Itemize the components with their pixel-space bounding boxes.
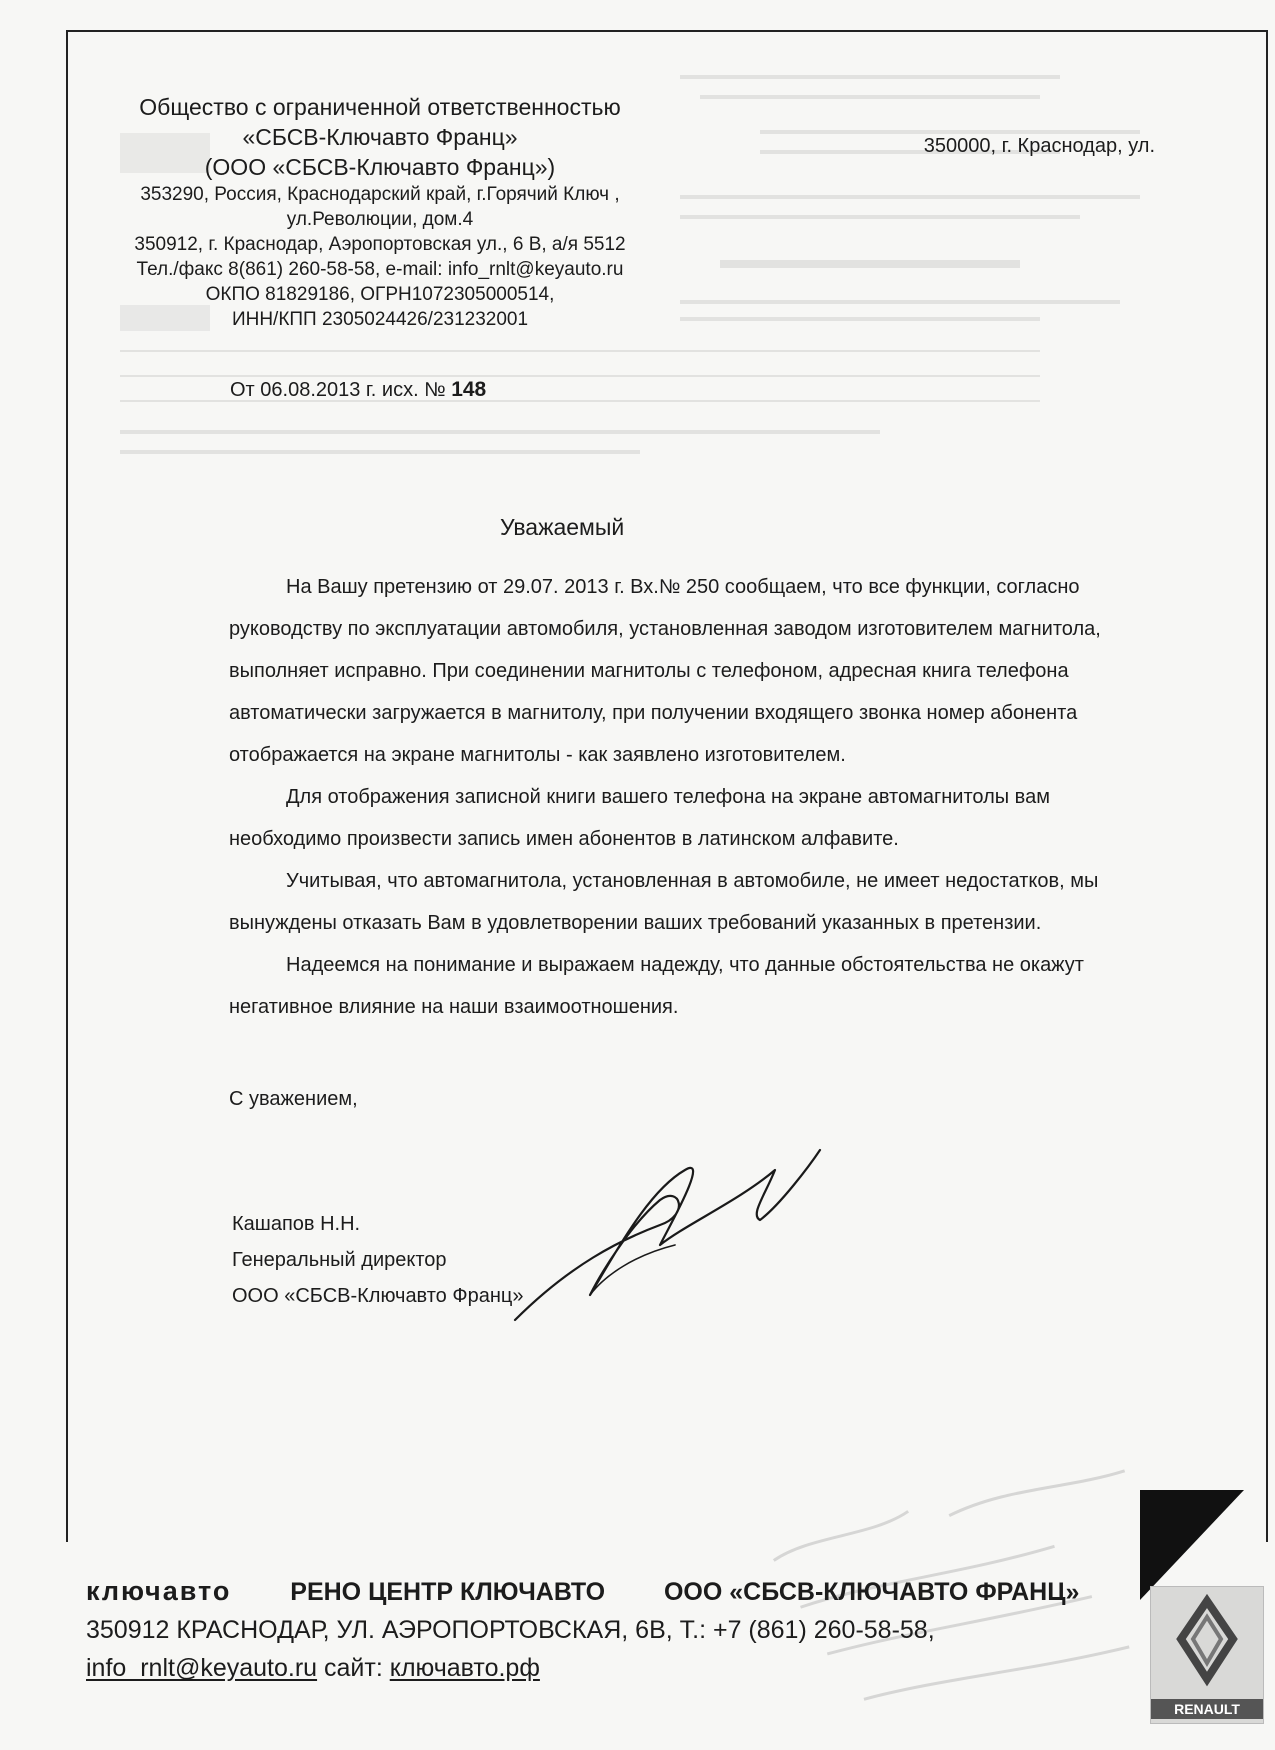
signatory-org: ООО «СБСВ-Ключавто Франц» (232, 1285, 524, 1307)
legal-address-line-1: 353290, Россия, Краснодарский край, г.Горячий Ключ , (140, 184, 620, 205)
letter-body (229, 566, 1149, 1028)
signatory-block (232, 1206, 523, 1314)
letterhead (120, 92, 640, 332)
dateline-prefix: От 06.08.2013 г. исх. № (230, 379, 446, 401)
brand-logo: ключавто (86, 1576, 232, 1606)
renault-diamond-icon (1151, 1587, 1263, 1697)
signatory-title: Генеральный директор (232, 1249, 447, 1271)
signatory-name: Кашапов Н.Н. (232, 1213, 361, 1235)
body-paragraph: Надеемся на понимание и выражаем надежду, что данные обстоятельства не окажут негативное влияние на наши взаимоотношения. (229, 954, 1084, 1018)
footer-site-label: сайт: (324, 1654, 383, 1682)
okpo-ogrn: ОКПО 81829186, ОГРН1072305000514, (205, 284, 555, 305)
renault-logo (1150, 1586, 1264, 1724)
outgoing-number: 148 (451, 378, 487, 401)
footer-brands (86, 1572, 1131, 1611)
renault-label: RENAULT (1151, 1699, 1263, 1719)
footer-email-link[interactable]: info_rnlt@keyauto.ru (86, 1654, 318, 1682)
company-name: «СБСВ-Ключавто Франц» (242, 124, 518, 150)
company-full-name: Общество с ограниченной ответственностью (139, 94, 621, 120)
closing: С уважением, (229, 1088, 358, 1110)
outgoing-dateline (230, 378, 486, 402)
body-paragraph: На Вашу претензию от 29.07. 2013 г. Вх.№ 250 сообщаем, что все функции, согласно руководству по эксплуатации автомобиля, установленная заводом изготовителем магнитола, выполняет исправно. При соединении магнитолы с телефоном, адресная книга телефона автоматически загружается в магнитолу, при получении входящего звонка номер абонента отображается на экране магнитолы - как заявлено изготовителем. (229, 576, 1101, 766)
phone-email: Тел./факс 8(861) 260-58-58, e-mail: info_rnlt@keyauto.ru (136, 259, 624, 280)
corner-triangle-mark (1140, 1490, 1244, 1600)
postal-address: 350912, г. Краснодар, Аэропортовская ул., 6 В, а/я 5512 (134, 234, 626, 255)
brand-company: ООО «СБСВ-КЛЮЧАВТО ФРАНЦ» (663, 1578, 1080, 1606)
handwritten-signature (510, 1145, 840, 1325)
brand-center: РЕНО ЦЕНТР КЛЮЧАВТО (290, 1578, 606, 1606)
inn-kpp: ИНН/КПП 2305024426/231232001 (231, 309, 529, 330)
legal-address-line-2: ул.Революции, дом.4 (286, 209, 474, 230)
body-paragraph: Учитывая, что автомагнитола, установленная в автомобиле, не имеет недостатков, мы вынуждены отказать Вам в удовлетворении ваших требований указанных в претензии. (229, 870, 1099, 934)
recipient-address: 350000, г. Краснодар, ул. (923, 135, 1155, 157)
footer-contacts (86, 1649, 1131, 1687)
footer-site-link[interactable]: ключавто.рф (389, 1654, 540, 1682)
footer (86, 1572, 1131, 1687)
greeting: Уважаемый (500, 514, 625, 540)
body-paragraph: Для отображения записной книги вашего телефона на экране автомагнитолы вам необходимо произвести запись имен абонентов в латинском алфавите. (229, 786, 1050, 850)
footer-address: 350912 КРАСНОДАР, УЛ. АЭРОПОРТОВСКАЯ, 6В, Т.: +7 (861) 260-58-58, (86, 1616, 935, 1644)
company-short-name: (ООО «СБСВ-Ключавто Франц») (204, 154, 556, 180)
